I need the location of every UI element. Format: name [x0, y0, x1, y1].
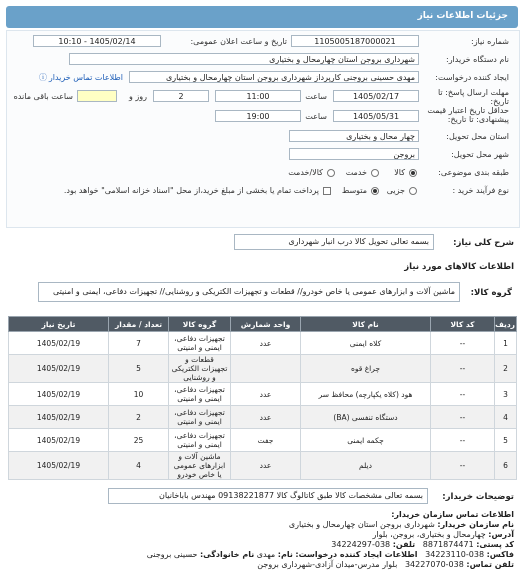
cell-row-number: 2: [495, 355, 517, 383]
contact-org-label: نام سازمان خریدار:: [437, 520, 514, 529]
contact-person-family: حسینی بروجنی: [146, 550, 198, 559]
page-header: [6, 6, 518, 28]
treasury-payment-note: پرداخت تمام یا بخشی از مبلغ خرید،از محل "اسناد خزانه اسلامی" خواهد بود.: [63, 186, 319, 195]
contact-person-name-label: نام:: [277, 550, 293, 559]
cell-group: تجهیزات دفاعی، ایمنی و امنیتی: [169, 406, 231, 429]
cell-group: ماشین آلات و ابزارهای عمومی یا خاص خودرو: [169, 452, 231, 480]
table-row: [9, 429, 517, 452]
city-field: بروجن: [289, 148, 419, 160]
price-validity-label: حداقل تاریخ اعتبار قیمت پیشنهادی: تا تاریخ:: [427, 106, 509, 124]
cell-group: قطعات و تجهیزات الکتریکی و روشنایی: [169, 355, 231, 383]
col-header-unit: واحد شمارش: [231, 317, 301, 332]
buyer-field: شهرداری بروجن استان چهارمحال و بختیاری: [69, 53, 419, 65]
cell-group: تجهیزات دفاعی، ایمنی و امنیتی: [169, 383, 231, 406]
buyer-contact-link[interactable]: اطلاعات تماس خریدار: [48, 73, 123, 82]
cell-date: 1405/02/19: [9, 406, 109, 429]
purchase-type-label: نوع فرآیند خرید :: [452, 186, 509, 195]
goods-table: [8, 316, 517, 480]
contact-fax-label: فاکس:: [486, 550, 514, 559]
cell-unit: جفت: [231, 429, 301, 452]
remaining-label: ساعت باقی مانده: [13, 92, 73, 101]
summary-field: بسمه تعالی تحویل کالا درب انبار شهرداری: [234, 234, 434, 250]
cell-qty: 2: [109, 406, 169, 429]
cell-qty: 7: [109, 332, 169, 355]
contact-fax-value: 038-34223110: [425, 550, 485, 559]
price-time-label: ساعت: [305, 112, 327, 121]
col-header-code: کد کالا: [431, 317, 495, 332]
cell-date: 1405/02/19: [9, 429, 109, 452]
category-option-service: خدمت: [345, 168, 367, 177]
cell-row-number: 3: [495, 383, 517, 406]
purchase-option-minor: جزیی: [386, 186, 405, 195]
contact-org-line: [289, 520, 514, 529]
cell-name: دستگاه تنفسی (BA): [301, 406, 431, 429]
contact-postal-label: کد پستی:: [476, 540, 514, 549]
table-row: [9, 355, 517, 383]
cell-unit: عدد: [231, 383, 301, 406]
province-label: استان محل تحویل:: [446, 132, 509, 141]
table-row: [9, 383, 517, 406]
category-radio-service[interactable]: [371, 169, 379, 177]
contact-person-phone-label: تلفن تماس:: [466, 560, 514, 569]
cell-date: 1405/02/19: [9, 332, 109, 355]
cell-qty: 4: [109, 452, 169, 480]
price-date-field: 1405/05/31: [333, 110, 419, 122]
days-label: روز و: [129, 92, 147, 101]
cell-unit: عدد: [231, 452, 301, 480]
cell-row-number: 5: [495, 429, 517, 452]
contact-title: اطلاعات تماس سازمان خریدار:: [391, 510, 514, 519]
contact-phone-label: تلفن:: [392, 540, 416, 549]
page-title: جزئیات اطلاعات نیاز: [417, 11, 508, 21]
category-radio-goods-service[interactable]: [327, 169, 335, 177]
table-header-row: [9, 317, 517, 332]
col-header-group: گروه کالا: [169, 317, 231, 332]
col-header-date: تاریخ نیاز: [9, 317, 109, 332]
cell-unit: [231, 355, 301, 383]
cell-row-number: 6: [495, 452, 517, 480]
purchase-option-medium: متوسط: [341, 186, 367, 195]
category-option-goods-service: کالا/خدمت: [288, 168, 323, 177]
cell-row-number: 1: [495, 332, 517, 355]
goods-group-label: گروه کالا:: [470, 288, 512, 298]
contact-person-family-label: نام خانوادگی:: [199, 550, 255, 559]
purchase-radio-medium[interactable]: [371, 187, 379, 195]
cell-date: 1405/02/19: [9, 452, 109, 480]
cell-code: --: [431, 406, 495, 429]
category-option-goods: کالا: [394, 168, 405, 177]
table-row: [9, 452, 517, 480]
creator-field: مهدی حسینی بروجنی کارپرداز شهرداری بروجن استان چهارمحال و بختیاری: [129, 71, 419, 83]
cell-row-number: 4: [495, 406, 517, 429]
contact-address-value: چهارمحال و بختیاری، بروجن، بلوار: [372, 530, 486, 539]
contact-postal-value: 8871874471: [422, 540, 474, 549]
cell-date: 1405/02/19: [9, 383, 109, 406]
col-header-qty: تعداد / مقدار: [109, 317, 169, 332]
cell-group: تجهیزات دفاعی، ایمنی و امنیتی: [169, 332, 231, 355]
need-number-label: شماره نیاز:: [471, 37, 509, 46]
need-number-field: 1105005187000021: [291, 35, 419, 47]
contact-person-phone: 038-34227070: [404, 560, 464, 569]
buyer-notes-field: بسمه تعالی مشخصات کالا طبق کاتالوگ کالا 09138221877 مهندس باباخانیان: [108, 488, 428, 504]
reply-date-field: 1405/02/17: [333, 90, 419, 102]
cell-name: دیلم: [301, 452, 431, 480]
cell-name: کلاه ایمنی: [301, 332, 431, 355]
category-radio-goods[interactable]: [409, 169, 417, 177]
buyer-label: نام دستگاه خریدار:: [446, 55, 509, 64]
cell-qty: 5: [109, 355, 169, 383]
contact-address-line: [373, 530, 515, 539]
cell-qty: 10: [109, 383, 169, 406]
table-row: [9, 332, 517, 355]
cell-qty: 25: [109, 429, 169, 452]
days-remaining-field: 2: [153, 90, 209, 102]
cell-code: --: [431, 452, 495, 480]
info-icon[interactable]: ⓘ: [39, 73, 47, 82]
summary-label: شرح کلی نیاز:: [453, 238, 514, 248]
col-header-name: نام کالا: [301, 317, 431, 332]
purchase-radio-minor[interactable]: [409, 187, 417, 195]
table-row: [9, 406, 517, 429]
category-label: طبقه بندی موضوعی:: [438, 168, 509, 177]
contact-org-value: شهرداری بروجن استان چهارمحال و بختیاری: [288, 520, 435, 529]
treasury-payment-checkbox[interactable]: [323, 187, 331, 195]
province-field: چهار محال و بختیاری: [289, 130, 419, 142]
announce-date-label: تاریخ و ساعت اعلان عمومی:: [190, 37, 287, 46]
goods-section-title: اطلاعات کالاهای مورد نیاز: [404, 262, 514, 272]
price-time-field: 19:00: [215, 110, 301, 122]
need-details-panel: [6, 30, 520, 228]
contact-person-name: مهدی: [256, 550, 276, 559]
contact-fax-line: [147, 550, 514, 559]
reply-deadline-label: مهلت ارسال پاسخ: تا تاریخ:: [437, 88, 509, 106]
reply-time-label: ساعت: [305, 92, 327, 101]
contact-person-title: اطلاعات ایجاد کننده درخواست:: [295, 550, 418, 559]
cell-code: --: [431, 383, 495, 406]
cell-unit: عدد: [231, 406, 301, 429]
announce-date-field: 1405/02/14 - 10:10: [33, 35, 161, 47]
cell-code: --: [431, 429, 495, 452]
contact-phone-value: 038-34224297: [331, 540, 391, 549]
cell-code: --: [431, 355, 495, 383]
cell-unit: عدد: [231, 332, 301, 355]
cell-name: چراغ قوه: [301, 355, 431, 383]
contact-section: [391, 510, 514, 519]
cell-code: --: [431, 332, 495, 355]
contact-person-phone-line: [257, 560, 514, 569]
table-body: [9, 332, 517, 480]
cell-group: تجهیزات دفاعی، ایمنی و امنیتی: [169, 429, 231, 452]
goods-group-field: ماشین آلات و ابزارهای عمومی یا خاص خودرو// قطعات و تجهیزات الکتریکی و روشنایی// تجهیزات دفاعی، ایمنی و امنیتی: [38, 282, 460, 302]
city-label: شهر محل تحویل:: [451, 150, 509, 159]
col-header-row: ردیف: [495, 317, 517, 332]
cell-name: چکمه ایمنی: [301, 429, 431, 452]
hours-remaining-field: [77, 90, 117, 102]
cell-date: 1405/02/19: [9, 355, 109, 383]
contact-postal-line: [331, 540, 514, 549]
cell-name: هود (کلاه یکپارچه) محافظ سر: [301, 383, 431, 406]
contact-address-label: آدرس:: [488, 530, 514, 539]
creator-label: ایجاد کننده درخواست:: [435, 73, 509, 82]
buyer-notes-label: توضیحات خریدار:: [442, 492, 514, 502]
contact-footer-address: بلوار مدرس-میدان آزادی-شهرداری بروجن: [257, 560, 398, 569]
reply-time-field: 11:00: [215, 90, 301, 102]
